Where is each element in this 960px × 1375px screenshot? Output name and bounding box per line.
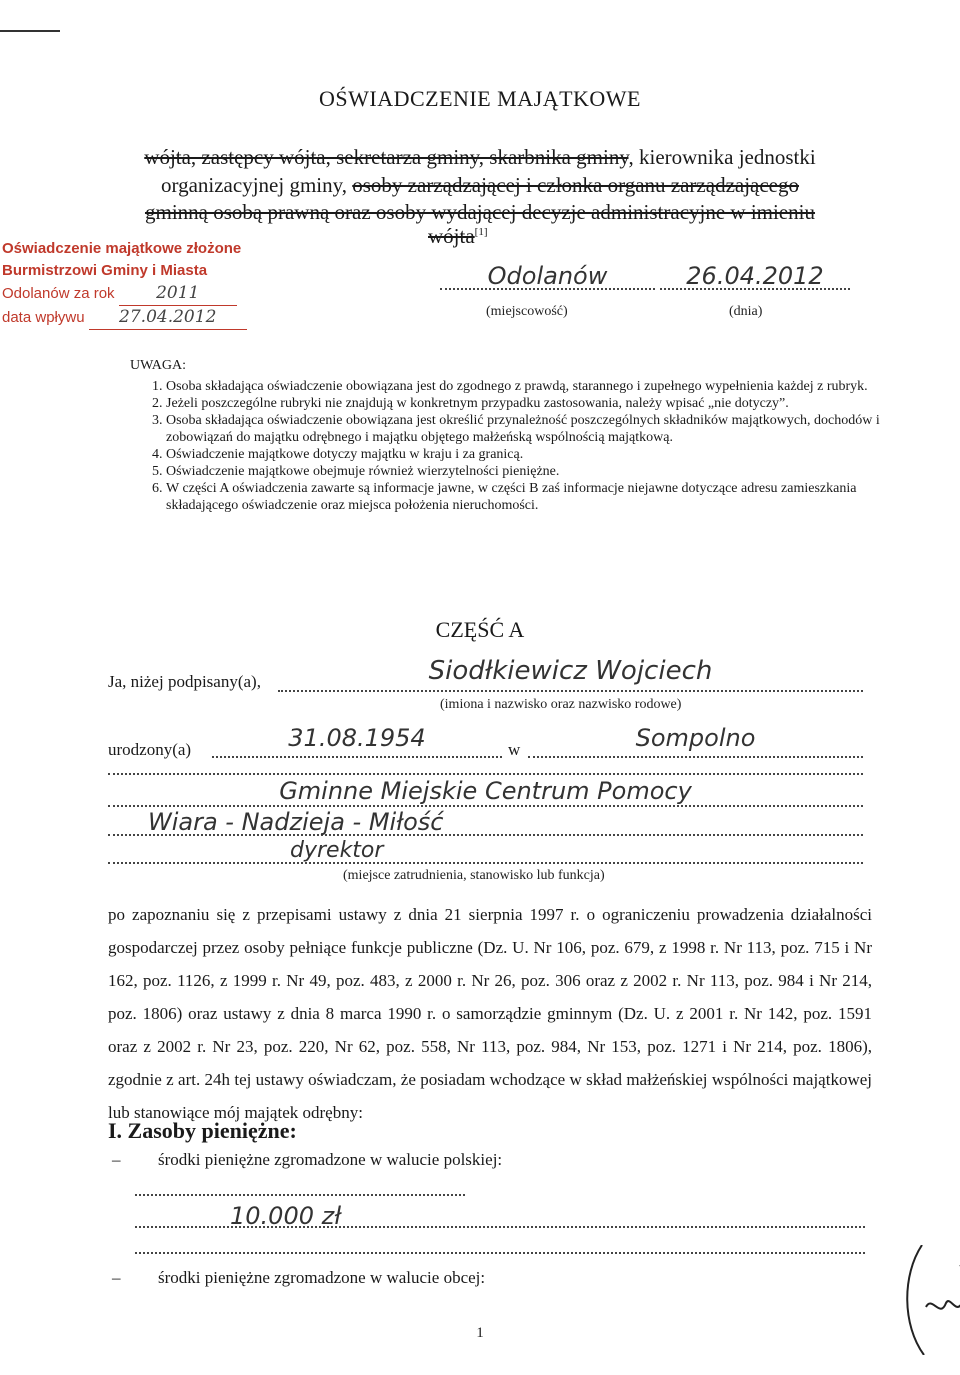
stamp-line-4 — [2, 306, 247, 330]
note-item: 6. W części A oświadczenia zawarte są informacje jawne, w części B zaś informacje niejawne dotyczące adresu zamieszkania składającego oświadczenie oraz miejsca położenia nieruchomości. — [166, 480, 896, 514]
birth-date-field — [212, 724, 502, 758]
legal-paragraph: po zapoznaniu się z przepisami ustawy z dnia 21 sierpnia 1997 r. o ograniczeniu prowadzenia działalności gospodarczej przez osoby pełniące funkcje publiczne (Dz. U. Nr 106, poz. 679, z 1998 r. Nr 113, poz. 715 i Nr 162, poz. 1126, z 1999 r. Nr 49, poz. 483, z 2000 r. Nr 26, poz. 306 oraz z 2002 r. Nr 113, poz. 984 i Nr 214, poz. 1806) oraz ustawy z dnia 8 marca 1990 r. o samorządzie gminnym (Dz. U. z 2001 r. Nr 142, poz. 1591 oraz z 2002 r. Nr 23, poz. 220, Nr 62, poz. 558, Nr 113, poz. 984, Nr 153, poz. 1271 i Nr 214, poz. 1806), zgodnie z art. 24h tej ustawy oświadczam, że posiadam wchodzące w skład małżeńskiej wspólności majątkowej lub stanowiące mój majątek odrębny: — [108, 905, 872, 1122]
stamp-line-1: Oświadczenie majątkowe złożone — [2, 240, 242, 257]
bullet-dash: – — [112, 1268, 121, 1287]
struck-text: gminną osobą prawną oraz osoby wydającej decyzje administracyjne w imieniu — [144, 200, 816, 224]
blank-dotted-line — [135, 1178, 465, 1196]
note-item: 2. Jeżeli poszczególne rubryki nie znajdują w konkretnym przypadku zastosowania, należy wpisać „nie dotyczy”. — [166, 395, 896, 412]
birth-place-value: Sompolno — [635, 724, 756, 752]
struck-text: wójta, zastępcy wójta, sekretarza gminy, skarbnika gminy — [144, 145, 629, 169]
bullet-dash: – — [112, 1150, 121, 1169]
note-item: 4. Oświadczenie majątkowe dotyczy majątku w kraju i za granicą. — [166, 446, 896, 463]
place-caption: (miejscowość) — [486, 304, 568, 319]
struck-text: wójta — [428, 224, 475, 248]
pln-label: środki pieniężne zgromadzone w walucie polskiej: — [158, 1150, 503, 1169]
date-caption: (dnia) — [729, 304, 763, 319]
footnote-ref: [1] — [474, 226, 488, 238]
birth-date-value: 31.08.1954 — [288, 724, 426, 752]
pln-value-field — [135, 1202, 865, 1228]
place-field — [440, 262, 655, 290]
date-field — [660, 262, 850, 290]
stamp-label: data wpływu — [2, 309, 85, 326]
employment-line-1 — [108, 777, 863, 807]
full-name-value: Siodłkiewicz Wojciech — [428, 656, 713, 686]
note-item: 1. Osoba składająca oświadczenie obowiązana jest do zgodnego z prawdą, starannego i zupełnego wypełnienia każdej z rubryk. — [166, 378, 896, 395]
date-value: 26.04.2012 — [686, 262, 824, 290]
born-label: urodzony(a) — [108, 740, 192, 759]
employment-value: Wiara - Nadzieja - Miłość — [148, 808, 444, 836]
employment-value: dyrektor — [290, 838, 384, 863]
employment-line-2 — [108, 808, 863, 836]
place-value: Odolanów — [487, 262, 608, 290]
pln-value: 10.000 zł — [230, 1202, 342, 1230]
undersigned-label: Ja, niżej podpisany(a), — [108, 672, 261, 691]
employment-value: Gminne Miejskie Centrum Pomocy — [279, 777, 692, 805]
foreign-label: środki pieniężne zgromadzone w walucie obcej: — [158, 1268, 486, 1287]
struck-text: osoby zarządzającej i członka organu zarządzającego — [352, 173, 800, 197]
stamp-label: Odolanów za rok — [2, 285, 115, 302]
name-caption: (imiona i nazwisko oraz nazwisko rodowe) — [440, 697, 682, 712]
blank-dotted-line — [135, 1236, 865, 1254]
blank-dotted-line — [108, 755, 863, 775]
header-line-1 — [0, 143, 960, 171]
birth-place-field — [528, 724, 863, 758]
employment-caption: (miejsce zatrudnienia, stanowisko lub funkcja) — [343, 868, 605, 883]
note-item: 5. Oświadczenie majątkowe obejmuje również wierzytelności pieniężne. — [166, 463, 896, 480]
section-heading: I. Zasoby pieniężne: — [108, 1118, 297, 1143]
stamp-date: 27.04.2012 — [119, 307, 217, 327]
corner-mark — [0, 30, 60, 32]
page-title: OŚWIADCZENIE MAJĄTKOWE — [318, 86, 641, 111]
header-line-3 — [0, 198, 960, 226]
header-line-4 — [428, 224, 487, 249]
note-item: 3. Osoba składająca oświadczenie obowiązana jest określić przynależność poszczególnych składników majątkowych, dochodów i zobowiązań do majątku odrębnego i majątku objętego małżeńską wspólnością majątkową. — [166, 412, 896, 446]
full-name-field — [278, 656, 863, 692]
header-text: , kierownika jednostki — [628, 145, 816, 169]
notes-heading: UWAGA: — [130, 358, 186, 373]
notes-list — [148, 378, 896, 514]
header-text: organizacyjnej gminy, — [160, 173, 353, 197]
stamp-line-3 — [2, 282, 247, 306]
header-line-2 — [0, 171, 960, 199]
employment-line-3 — [108, 838, 863, 864]
in-label: w — [508, 740, 521, 759]
part-a-heading: CZĘŚĆ A — [435, 617, 525, 642]
stamp-year: 2011 — [156, 283, 200, 303]
page-number: 1 — [476, 1325, 484, 1341]
receipt-stamp — [2, 238, 247, 330]
stamp-line-2: Burmistrzowi Gminy i Miasta — [2, 262, 208, 279]
